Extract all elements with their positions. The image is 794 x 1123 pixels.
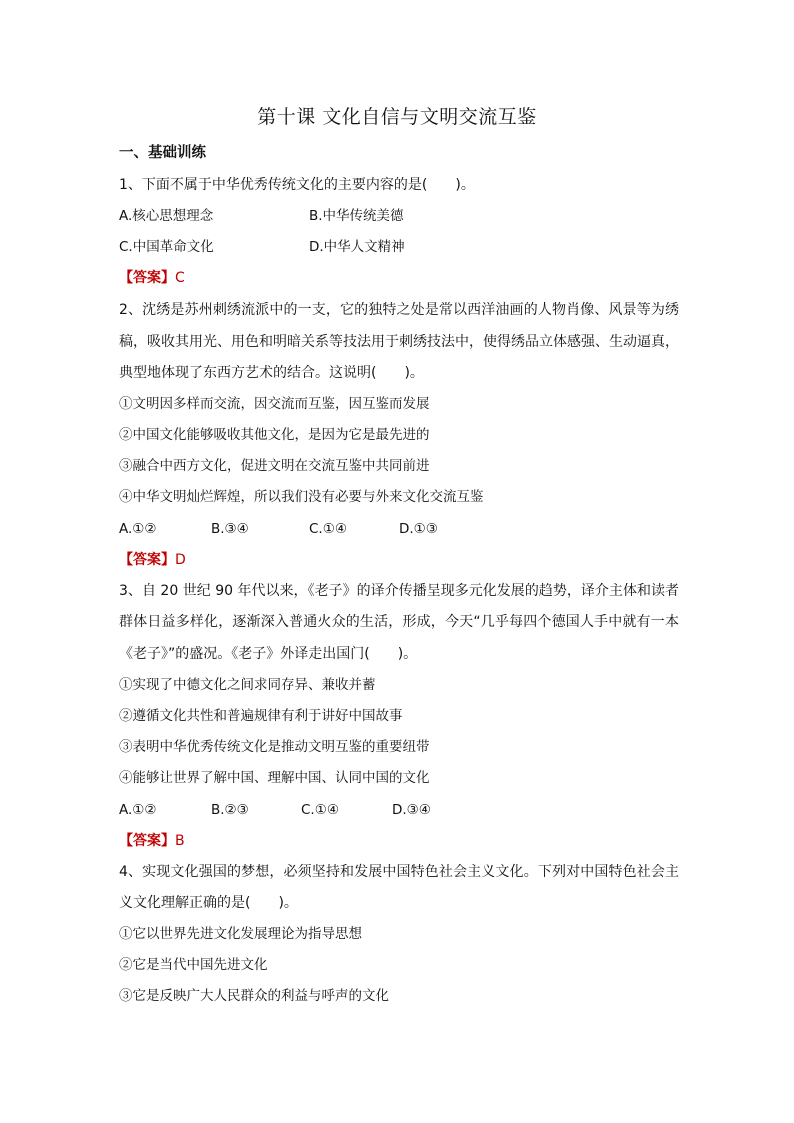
answer-value: C xyxy=(175,270,185,286)
answer-label: 【答案】 xyxy=(119,552,175,568)
question-2-statement-1: ①文明因多样而交流，因交流而互鉴，因互鉴而发展 xyxy=(119,396,430,412)
question-1-option-d: D.中华人文精神 xyxy=(309,239,405,255)
question-1-option-a: A.核心思想理念 xyxy=(119,208,214,224)
question-4-statement-3: ③它是反映广大人民群众的利益与呼声的文化 xyxy=(119,988,389,1004)
question-2-stem-line-2: 稿，吸收其用光、用色和明暗关系等技法用于刺绣技法中，使得绣品立体感强、生动逼真， xyxy=(119,334,679,350)
question-2-stem-line-1: 2、沈绣是苏州刺绣流派中的一支，它的独特之处是常以西洋油画的人物肖像、风景等为绣 xyxy=(119,302,679,318)
question-2-option-c: C.①④ xyxy=(309,521,347,537)
question-2-statement-2: ②中国文化能够吸收其他文化，是因为它是最先进的 xyxy=(119,427,430,443)
question-4-statement-1: ①它以世界先进文化发展理论为指导思想 xyxy=(119,926,362,942)
question-2-option-d: D.①③ xyxy=(399,521,438,537)
question-3-statement-3: ③表明中华优秀传统文化是推动文明互鉴的重要纽带 xyxy=(119,739,430,755)
question-3-stem-line-2: 群体日益多样化，逐渐深入普通火众的生活，形成，今天“几乎每四个德国人手中就有一本 xyxy=(119,614,679,630)
question-3-stem-line-3: 《老子》”的盛况。《老子》外译走出国门( )。 xyxy=(119,646,418,662)
question-3-option-a: A.①② xyxy=(119,802,157,818)
question-1-option-b: B.中华传统美德 xyxy=(309,208,404,224)
page-title: 第十课 文化自信与文明交流互鉴 xyxy=(257,106,537,128)
question-2-answer xyxy=(119,550,186,570)
question-3-option-b: B.②③ xyxy=(211,802,249,818)
question-3-statement-4: ④能够让世界了解中国、理解中国、认同中国的文化 xyxy=(119,770,430,786)
answer-label: 【答案】 xyxy=(119,833,175,849)
answer-label: 【答案】 xyxy=(119,270,175,286)
question-3-option-c: C.①④ xyxy=(301,802,339,818)
question-4-statement-2: ②它是当代中国先进文化 xyxy=(119,957,268,973)
question-1-answer xyxy=(119,268,185,288)
question-2-option-b: B.③④ xyxy=(211,521,249,537)
question-3-stem-line-1: 3、自 20 世纪 90 年代以来，《老子》的译介传播呈现多元化发展的趋势，译介主体和读者 xyxy=(119,583,679,599)
question-2-stem-line-3: 典型地体现了东西方艺术的结合。这说明( )。 xyxy=(119,365,424,381)
question-3-statement-1: ①实现了中德文化之间求同存异、兼收并蓄 xyxy=(119,677,376,693)
question-4-stem-line-1: 4、实现文化强国的梦想，必须坚持和发展中国特色社会主义文化。下列对中国特色社会主 xyxy=(119,864,679,880)
question-2-option-a: A.①② xyxy=(119,521,157,537)
question-3-answer xyxy=(119,831,185,851)
answer-value: D xyxy=(175,552,186,568)
question-3-statement-2: ②遵循文化共性和普遍规律有利于讲好中国故事 xyxy=(119,708,403,724)
answer-value: B xyxy=(175,833,185,849)
question-2-statement-3: ③融合中西方文化，促进文明在交流互鉴中共同前进 xyxy=(119,458,430,474)
question-4-stem-line-2: 义文化理解正确的是( )。 xyxy=(119,895,298,911)
question-1-option-c: C.中国革命文化 xyxy=(119,239,214,255)
section-heading: 一、基础训练 xyxy=(119,145,206,161)
question-1-stem: 1、下面不属于中华优秀传统文化的主要内容的是( )。 xyxy=(119,177,475,193)
question-3-option-d: D.③④ xyxy=(392,802,431,818)
question-2-statement-4: ④中华文明灿烂辉煌，所以我们没有必要与外来文化交流互鉴 xyxy=(119,489,484,505)
